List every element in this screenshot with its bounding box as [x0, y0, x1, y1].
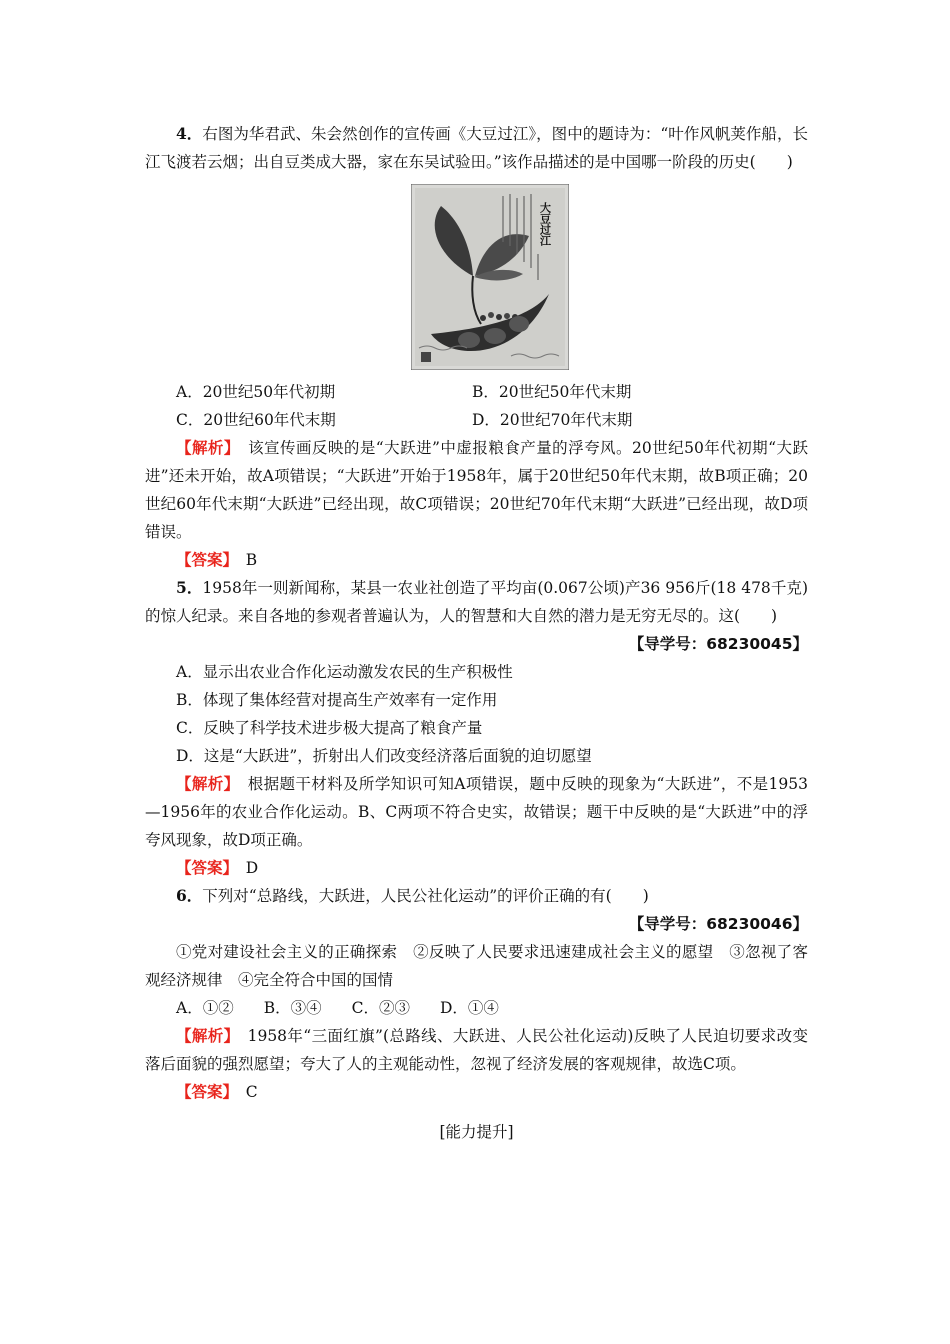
question-5-analysis: 【解析】 根据题干材料及所学知识可知A项错误，题中反映的现象为“大跃进”，不是1953—1956年的农业合作化运动。B、C两项不符合史实，故错误；题干中反映的是“大跃进”中的浮夸风现象，故D项正确。 [145, 775, 808, 849]
option-d: D．20世纪70年代末期 [472, 411, 633, 429]
analysis-tag: 【解析】 [176, 439, 233, 457]
analysis-tag: 【解析】 [176, 775, 232, 793]
question-6-answer: 【答案】 C [176, 1083, 258, 1101]
painting-image [411, 184, 569, 370]
answer-tag: 【答案】 [176, 859, 231, 877]
section-heading: [能力提升] [439, 1123, 514, 1141]
question-5-guide-number: 【导学号：68230045】 [628, 635, 808, 653]
question-6-guide-number: 【导学号：68230046】 [628, 915, 808, 933]
option-b: B．20世纪50年代末期 [472, 383, 632, 401]
analysis-tag: 【解析】 [176, 1027, 232, 1045]
question-4-stem: 4．右图为华君武、朱会然创作的宣传画《大豆过江》，图中的题诗为：“叶作风帆荚作船，长江飞渡若云烟；出自豆类成大器，家在东吴试验田。”该作品描述的是中国哪一阶段的历史( ) [145, 124, 808, 171]
option-c: C．20世纪60年代末期 [176, 411, 336, 429]
question-5-option-c: C．反映了科学技术进步极大提高了粮食产量 [176, 719, 483, 737]
question-4-analysis: 【解析】 该宣传画反映的是“大跃进”中虚报粮食产量的浮夸风。20世纪50年代初期“大跃进”还未开始，故A项错误；“大跃进”开始于1958年，属于20世纪50年代末期，故B项正确；20世纪60年代末期“大跃进”已经出现，故C项错误；20世纪70年代末期“大跃进”已经出现，故D项错误。 [145, 439, 808, 541]
propaganda-painting-figure [411, 184, 569, 370]
option-b: B．③④ [263, 999, 322, 1017]
answer-tag: 【答案】 [176, 551, 231, 569]
question-5-stem: 5．1958年一则新闻称，某县一农业社创造了平均亩(0.067公顷)产36 956斤(18 478千克)的惊人纪录。来自各地的参观者普遍认为，人的智慧和大自然的潜力是无穷无尽的。这( ) [145, 578, 808, 625]
question-6-analysis: 【解析】 1958年“三面红旗”(总路线、大跃进、人民公社化运动)反映了人民迫切要求改变落后面貌的强烈愿望；夸大了人的主观能动性，忽视了经济发展的客观规律，故选C项。 [145, 1027, 808, 1073]
question-5-answer: 【答案】 D [176, 859, 259, 877]
question-5-option-b: B．体现了集体经营对提高生产效率有一定作用 [176, 691, 498, 709]
question-4-options-row-2 [145, 406, 808, 434]
question-6-stem: 6．下列对“总路线，大跃进，人民公社化运动”的评价正确的有( ) [176, 886, 649, 905]
question-4-answer: 【答案】 B [176, 551, 258, 569]
question-5-option-a: A．显示出农业合作化运动激发农民的生产积极性 [176, 663, 513, 681]
option-c: C．②③ [351, 999, 410, 1017]
content-area [145, 120, 808, 1146]
option-d: D．①④ [439, 999, 499, 1017]
question-4-options-row-1 [145, 378, 808, 406]
answer-tag: 【答案】 [176, 1083, 231, 1101]
question-6-statements: ①党对建设社会主义的正确探索 ②反映了人民要求迅速建成社会主义的愿望 ③忽视了客观经济规律 ④完全符合中国的国情 [145, 943, 808, 989]
question-6-options [145, 994, 808, 1022]
option-a: A．20世纪50年代初期 [176, 383, 336, 401]
question-5-option-d: D．这是“大跃进”，折射出人们改变经济落后面貌的迫切愿望 [176, 747, 592, 765]
option-a: A．①② [176, 999, 234, 1017]
painting-title: 大豆过江 [538, 202, 552, 246]
